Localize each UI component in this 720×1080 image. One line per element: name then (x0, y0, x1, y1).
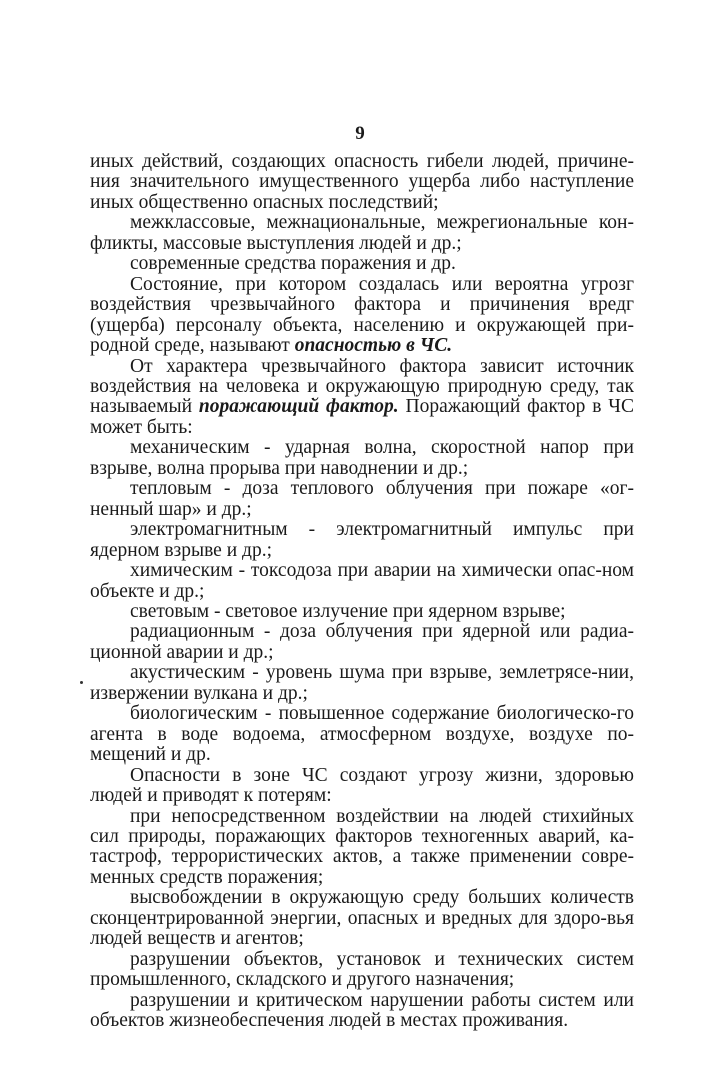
paragraph: электромагнитным - электромагнитный импульс при ядерном взрыве и др.; (90, 519, 634, 561)
defined-term: поражающий фактор. (198, 396, 399, 418)
paragraph: разрушении объектов, установок и технических систем промышленного, складского и другого назначения; (90, 948, 634, 991)
page-number: 9 (355, 123, 365, 144)
paragraph: тепловым - доза теплового облучения при пожаре «ог-ненный шар» и др.; (90, 478, 634, 520)
paragraph: современные средства поражения и др. (130, 253, 456, 275)
paragraph: акустическим - уровень шума при взрыве, землетрясе-нии, извержении вулкана и др.; (90, 662, 634, 704)
paragraph: высвобождении в окружающую среду больших количеств сконцентрированной энергии, опасных и вредных для здоро-вья людей веществ и агентов; (90, 887, 634, 950)
paragraph (90, 357, 634, 439)
paragraph: радиационным - доза облучения при ядерной или радиа-ционной аварии и др.; (90, 621, 634, 663)
paragraph-text: От характера чрезвычайного фактора зависит источник воздействия на человека и окружающую природную среду, так называемый (90, 355, 634, 418)
margin-mark (80, 681, 83, 684)
paragraph: биологическим - повышенное содержание биологическо-го агента в воде водоема, атмосферном воздухе, воздухе по-мещений и др. (90, 703, 634, 766)
paragraph-text: Поражающий фактор в ЧС может быть: (90, 396, 634, 438)
paragraph: химическим - токсодоза при аварии на химически опас-ном объекте и др.; (90, 560, 634, 602)
paragraph: разрушении и критическом нарушении работы систем или объектов жизнеобеспечения людей в местах проживания. (90, 989, 634, 1032)
paragraph: при непосредственном воздействии на людей стихийных сил природы, поражающих факторов техногенных аварий, ка-тастроф, террористических актов, а также применении совре-менных средств поражения; (90, 805, 634, 888)
paragraph: световым - световое излучение при ядерном взрыве; (130, 600, 566, 622)
paragraph-text: Состояние, при котором создалась или вероятна угрозг воздействия чрезвычайного фактора и причинения вредг (ущерба) персоналу объекта, населению и окружающей при-родной среде, называют (90, 273, 634, 357)
paragraph: иных действий, создающих опасность гибели людей, причине-ния значительного имущественного ущерба либо наступление иных общественно опасных последствий; (90, 151, 634, 213)
paragraph (90, 275, 634, 357)
paragraph: Опасности в зоне ЧС создают угрозу жизни, здоровью людей и приводят к потерям: (90, 764, 634, 807)
defined-term: опасностью в ЧС. (294, 335, 453, 357)
paragraph: межклассовые, межнациональные, межрегиональные кон-фликты, массовые выступления людей и др.; (90, 212, 634, 254)
paragraph: механическим - ударная волна, скоростной напор при взрыве, волна прорыва при наводнении и др.; (90, 437, 634, 479)
text-body (90, 152, 634, 1031)
